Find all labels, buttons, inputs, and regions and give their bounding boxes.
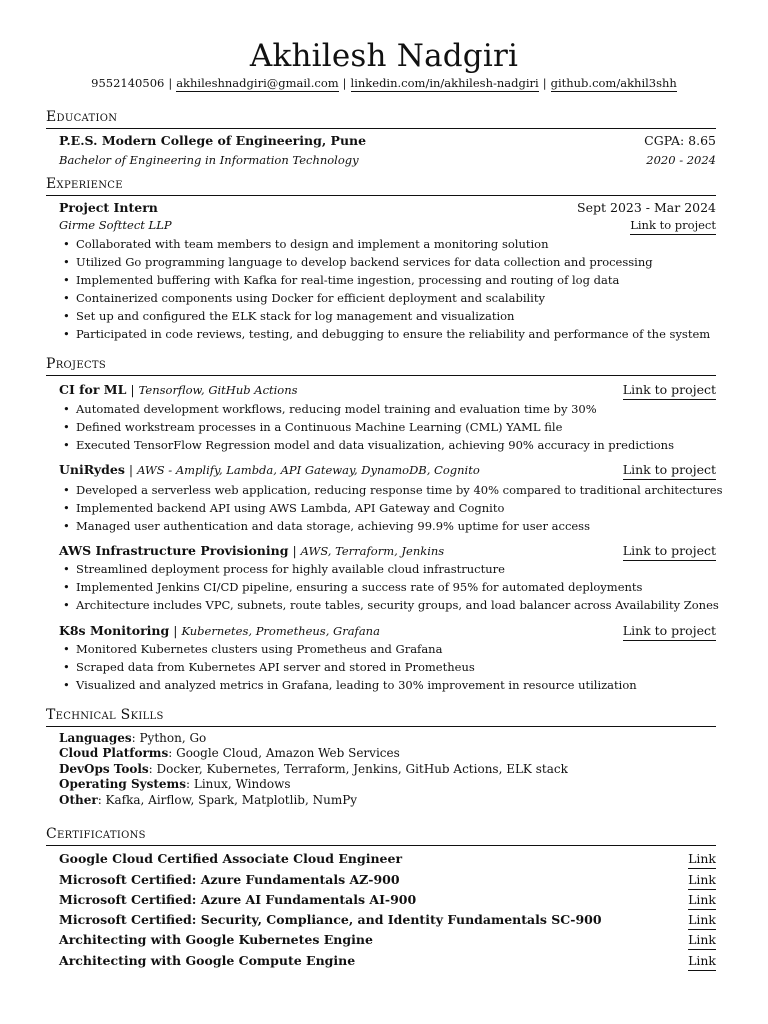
- experience-entry: [59, 199, 716, 217]
- company-name: Girme Softtect LLP: [59, 218, 172, 232]
- certification-entry: [59, 931, 716, 949]
- list-item: • Implemented Jenkins CI/CD pipeline, ensuring a success rate of 95% for automated deployments: [76, 579, 716, 595]
- list-item: • Set up and configured the ELK stack for log management and visualization: [76, 308, 716, 324]
- project-link[interactable]: Link to project: [623, 542, 716, 561]
- certification-link[interactable]: Link: [688, 891, 716, 910]
- section-heading-certifications: Certifications: [46, 826, 146, 842]
- certification-entry: [59, 871, 716, 889]
- project-title: UniRydes: [59, 462, 125, 477]
- project-link[interactable]: Link to project: [623, 381, 716, 400]
- project-tech: AWS, Terraform, Jenkins: [300, 544, 445, 558]
- education-details: [59, 151, 716, 169]
- project-entry: [59, 461, 716, 479]
- section-divider: [46, 845, 716, 846]
- list-item: • Defined workstream processes in a Continuous Machine Learning (CML) YAML file: [76, 419, 716, 435]
- list-item: • Monitored Kubernetes clusters using Prometheus and Grafana: [76, 641, 716, 657]
- education-dates: 2020 - 2024: [646, 153, 716, 167]
- list-item: • Executed TensorFlow Regression model and data visualization, achieving 90% accuracy in predictions: [76, 437, 716, 453]
- section-divider: [46, 726, 716, 727]
- skill-values: : Python, Go: [131, 731, 207, 745]
- certification-link[interactable]: Link: [688, 911, 716, 930]
- certification-link[interactable]: Link: [688, 931, 716, 950]
- skill-values: : Google Cloud, Amazon Web Services: [168, 746, 400, 760]
- section-divider: [46, 375, 716, 376]
- gpa: CGPA: 8.65: [644, 133, 716, 148]
- certification-entry: [59, 850, 716, 868]
- experience-project-link[interactable]: Link to project: [630, 216, 716, 235]
- project-separator: |: [130, 382, 135, 397]
- section-heading-projects: Projects: [46, 356, 107, 372]
- github-link[interactable]: github.com/akhil3shh: [550, 76, 677, 90]
- list-item: • Containerized components using Docker for efficient deployment and scalability: [76, 290, 716, 306]
- project-header: [59, 622, 380, 640]
- certification-name: Google Cloud Certified Associate Cloud Engineer: [59, 851, 403, 866]
- project-entry: [59, 622, 716, 640]
- list-item: • Visualized and analyzed metrics in Grafana, leading to 30% improvement in resource utilization: [76, 677, 716, 693]
- certification-name: Microsoft Certified: Azure AI Fundamentals AI-900: [59, 892, 417, 907]
- list-item: • Collaborated with team members to design and implement a monitoring solution: [76, 236, 716, 252]
- project-title: CI for ML: [59, 382, 127, 397]
- project-link[interactable]: Link to project: [623, 461, 716, 480]
- certification-entry: [59, 952, 716, 970]
- section-heading-education: Education: [46, 109, 118, 125]
- education-entry: [59, 132, 716, 150]
- project-entry: [59, 381, 716, 399]
- certification-name: Microsoft Certified: Azure Fundamentals AZ-900: [59, 872, 400, 887]
- project-entry: [59, 542, 716, 560]
- skill-category: Operating Systems: [59, 777, 186, 791]
- project-separator: |: [128, 462, 134, 477]
- certification-name: Architecting with Google Compute Engine: [59, 953, 356, 968]
- list-item: • Implemented backend API using AWS Lambda, API Gateway and Cognito: [76, 500, 716, 516]
- skill-values: : Docker, Kubernetes, Terraform, Jenkins, GitHub Actions, ELK stack: [148, 762, 568, 776]
- certification-entry: [59, 891, 716, 909]
- contact-separator: |: [542, 76, 547, 90]
- project-title: AWS Infrastructure Provisioning: [59, 543, 289, 558]
- linkedin-link[interactable]: linkedin.com/in/akhilesh-nadgiri: [350, 76, 539, 90]
- project-title: K8s Monitoring: [59, 623, 170, 638]
- skill-line: [59, 762, 716, 777]
- certification-link[interactable]: Link: [688, 952, 716, 971]
- project-header: [59, 381, 298, 399]
- experience-company-row: [59, 216, 716, 234]
- certification-entry: [59, 911, 716, 929]
- project-separator: |: [173, 623, 178, 638]
- project-tech: Kubernetes, Prometheus, Grafana: [181, 624, 380, 638]
- list-item: • Automated development workflows, reducing model training and evaluation time by 30%: [76, 401, 716, 417]
- project-header: [59, 461, 480, 479]
- project-tech: AWS - Amplify, Lambda, API Gateway, DynamoDB, Cognito: [137, 463, 480, 477]
- list-item: • Participated in code reviews, testing, and debugging to ensure the reliability and performance of the system: [76, 326, 716, 342]
- certification-name: Microsoft Certified: Security, Compliance, and Identity Fundamentals SC-900: [59, 912, 602, 927]
- project-tech: Tensorflow, GitHub Actions: [138, 383, 298, 397]
- section-divider: [46, 195, 716, 196]
- skill-line: [59, 777, 716, 792]
- phone-number: 9552140506: [91, 76, 165, 90]
- list-item: • Managed user authentication and data storage, achieving 99.9% uptime for user access: [76, 518, 716, 534]
- project-separator: |: [292, 543, 297, 558]
- list-item: • Developed a serverless web application, reducing response time by 40% compared to traditional architectures: [76, 482, 716, 498]
- list-item: • Utilized Go programming language to develop backend services for data collection and processing: [76, 254, 716, 270]
- section-heading-skills: Technical Skills: [46, 707, 164, 723]
- list-item: • Architecture includes VPC, subnets, route tables, security groups, and load balancer across Availability Zones: [76, 597, 716, 613]
- candidate-name: Akhilesh Nadgiri: [249, 38, 519, 74]
- contact-separator: |: [342, 76, 347, 90]
- skill-line: [59, 746, 716, 761]
- list-item: • Streamlined deployment process for highly available cloud infrastructure: [76, 561, 716, 577]
- skill-category: Languages: [59, 731, 132, 745]
- list-item: • Scraped data from Kubernetes API server and stored in Prometheus: [76, 659, 716, 675]
- certification-link[interactable]: Link: [688, 850, 716, 869]
- skill-line: [59, 731, 716, 746]
- certification-name: Architecting with Google Kubernetes Engine: [59, 932, 373, 947]
- section-heading-experience: Experience: [46, 176, 123, 192]
- skill-category: Cloud Platforms: [59, 746, 169, 760]
- skill-category: DevOps Tools: [59, 762, 149, 776]
- certification-link[interactable]: Link: [688, 871, 716, 890]
- email-link[interactable]: akhileshnadgiri@gmail.com: [176, 76, 339, 90]
- school-name: P.E.S. Modern College of Engineering, Pune: [59, 133, 367, 148]
- contact-separator: |: [168, 76, 173, 90]
- section-divider: [46, 128, 716, 129]
- degree: Bachelor of Engineering in Information Technology: [59, 153, 359, 167]
- skill-line: [59, 793, 716, 808]
- contact-line: [0, 75, 768, 91]
- project-link[interactable]: Link to project: [623, 622, 716, 641]
- skill-category: Other: [59, 793, 98, 807]
- skill-values: : Linux, Windows: [186, 777, 291, 791]
- project-header: [59, 542, 444, 560]
- job-dates: Sept 2023 - Mar 2024: [577, 200, 716, 215]
- skill-values: : Kafka, Airflow, Spark, Matplotlib, NumPy: [97, 793, 358, 807]
- list-item: • Implemented buffering with Kafka for real-time ingestion, processing and routing of log data: [76, 272, 716, 288]
- job-role: Project Intern: [59, 200, 158, 215]
